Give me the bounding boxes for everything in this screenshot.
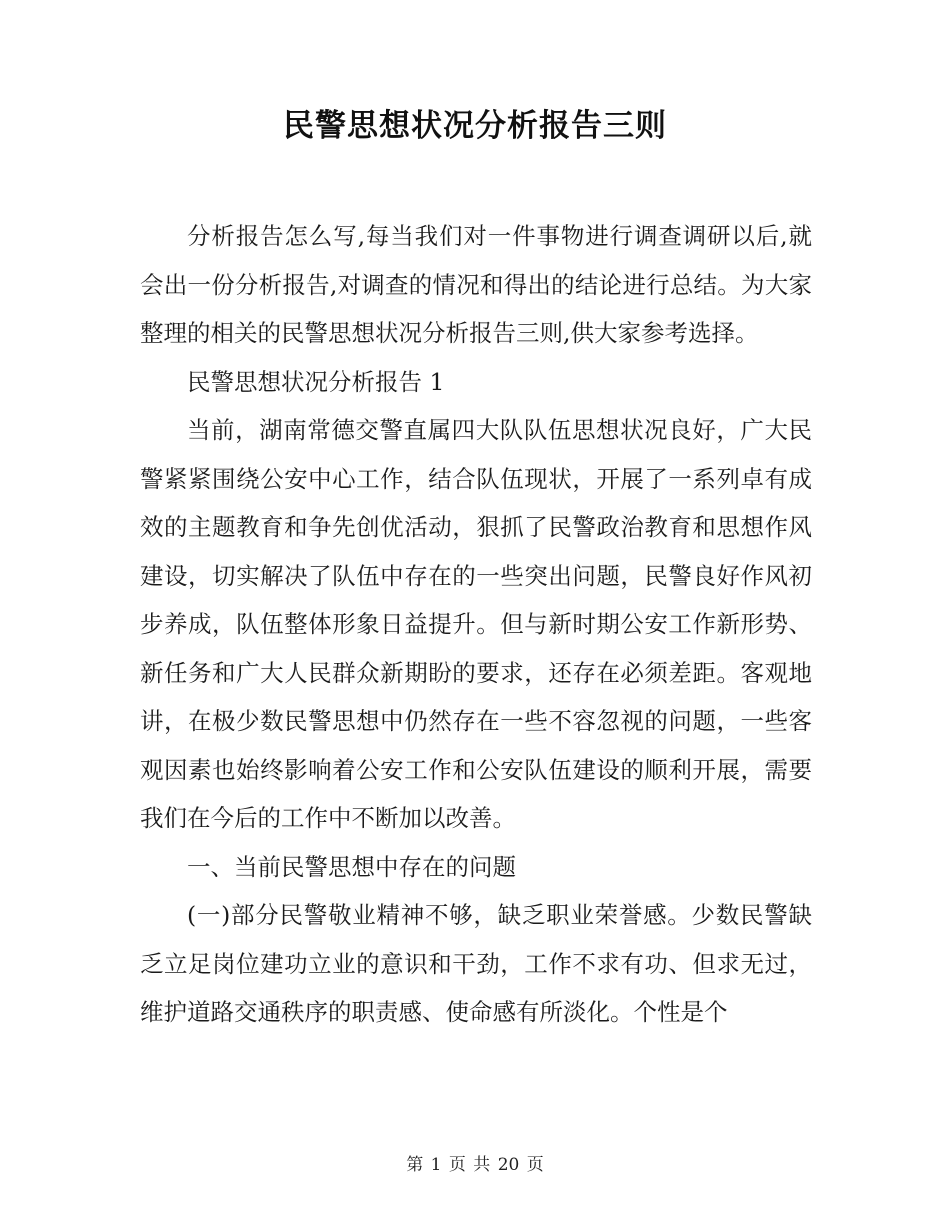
intro-paragraph: 分析报告怎么写,每当我们对一件事物进行调查调研以后,就会出一份分析报告,对调查的情况和得出的结论进行总结。为大家整理的相关的民警思想状况分析报告三则,供大家参考选择。 [140, 222, 812, 347]
page-footer: 第 1 页 共 20 页 [406, 1155, 544, 1175]
report-subtitle: 民警思想状况分析报告 1 [187, 367, 445, 396]
body-paragraph: (一)部分民警敬业精神不够，缺乏职业荣誉感。少数民警缺乏立足岗位建功立业的意识和干劲，工作不求有功、但求无过，维护道路交通秩序的职责感、使命感有所淡化。个性是个 [140, 901, 812, 1026]
document-title: 民警思想状况分析报告三则 [283, 108, 667, 144]
section-heading: 一、当前民警思想中存在的问题 [187, 852, 516, 881]
body-paragraph: 当前，湖南常德交警直属四大队队伍思想状况良好，广大民警紧紧围绕公安中心工作，结合队伍现状，开展了一系列卓有成效的主题教育和争先创优活动，狠抓了民警政治教育和思想作风建设，切实解决了队伍中存在的一些突出问题，民警良好作风初步养成，队伍整体形象日益提升。但与新时期公安工作新形势、新任务和广大人民群众新期盼的要求，还存在必须差距。客观地讲，在极少数民警思想中仍然存在一些不容忽视的问题，一些客观因素也始终影响着公安工作和公安队伍建设的顺利开展，需要我们在今后的工作中不断加以改善。 [140, 416, 812, 832]
document-body [140, 212, 812, 1037]
